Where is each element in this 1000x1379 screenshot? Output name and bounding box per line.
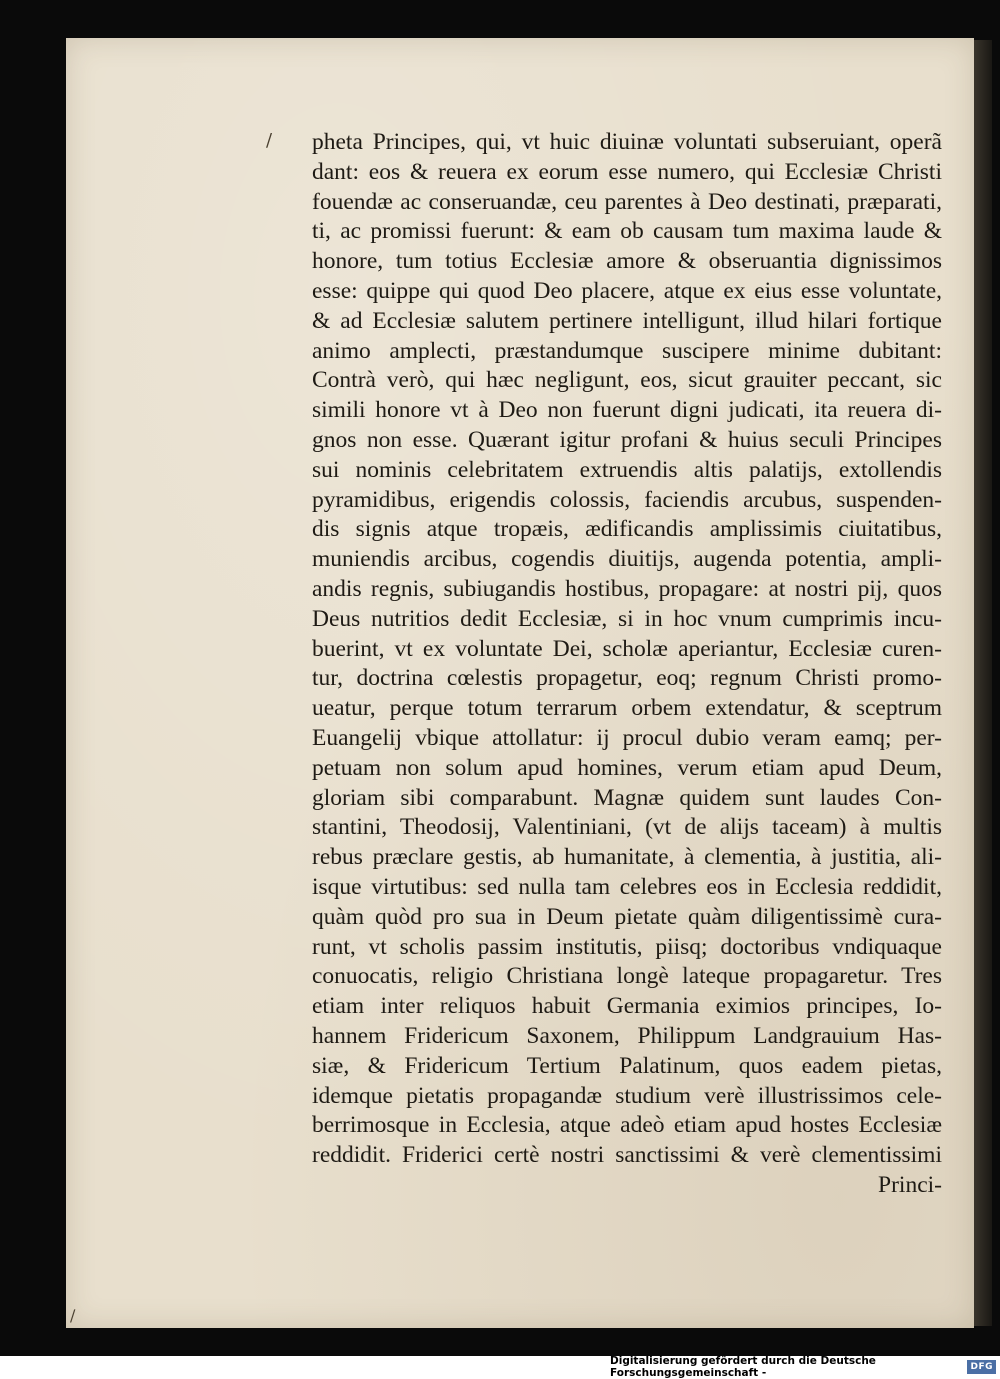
text-line: honore, tum totius Ecclesiæ amore & obseruantia dignissimos [312,248,942,275]
corner-mark: ∕ [70,1306,76,1325]
text-line: stantini, Theodosij, Valentiniani, (vt de alijs taceam) à multis [312,814,942,841]
text-line: esse: quippe qui quod Deo placere, atque ex eius esse voluntate, [312,277,942,304]
text-line: reddidit. Friderici certè nostri sanctissimi & verè clementissimi [312,1142,942,1169]
page-text [312,128,942,1201]
text-line: pyramidibus, erigendis colossis, faciendis arcubus, suspenden- [312,486,942,513]
text-line: runt, vt scholis passim institutis, piisq; doctoribus vndiquaque [312,933,942,960]
text-line: pheta Principes, qui, vt huic diuinæ voluntati subseruiant, operã [312,129,942,155]
text-line: rebus præclare gestis, ab humanitate, à clementia, à justitia, ali- [312,844,942,871]
text-line: isque virtutibus: sed nulla tam celebres eos in Ecclesia reddidit, [312,873,942,900]
text-line: ueatur, perque totum terrarum orbem extendatur, & sceptrum [312,695,942,722]
credit-text: Digitalisierung gefördert durch die Deutsche Forschungsgemeinschaft - [610,1355,876,1379]
text-line: animo amplecti, præstandumque suscipere minime dubitant: [312,337,942,364]
text-line: idemque pietatis propagandæ studium verè illustrissimos cele- [312,1082,942,1109]
text-line: gnos non esse. Quærant igitur profani & huius seculi Principes [312,426,942,453]
text-line: muniendis arcibus, cogendis diuitijs, augenda potentia, ampli- [312,546,942,573]
text-line: siæ, & Fridericum Tertium Palatinum, quos eadem pietas, [312,1052,942,1079]
text-line: petuam non solum apud homines, verum etiam apud Deum, [312,754,942,781]
text-line: Contrà verò, qui hæc negligunt, eos, sicut grauiter peccant, sic [312,367,942,394]
text-line: ti, ac promissi fuerunt: & eam ob causam tum maxima laude & [312,218,942,245]
text-line: buerint, vt ex voluntate Dei, scholæ aperiantur, Ecclesiæ curen- [312,635,942,662]
text-line: dis signis atque tropæis, ædificandis amplissimis ciuitatibus, [312,516,942,543]
text-line: Deus nutritios dedit Ecclesiæ, si in hoc vnum cumprimis incu- [312,605,942,632]
text-line: hannem Fridericum Saxonem, Philippum Landgrauium Has- [312,1022,942,1049]
text-line: conuocatis, religio Christiana longè lateque propagaretur. Tres [312,963,942,990]
page-edge [974,40,992,1326]
digitization-credit [606,1355,1000,1379]
dfg-logo-icon: DFG [967,1360,996,1374]
text-line: tur, doctrina cœlestis propagetur, eoq; regnum Christi promo- [312,665,942,692]
text-line: simili honore vt à Deo non fuerunt digni judicati, ita reuera di- [312,397,942,424]
catchword: Princi- [878,1171,942,1198]
text-line: quàm quòd pro sua in Deum pietate quàm diligentissimè cura- [312,903,942,930]
text-line: etiam inter reliquos habuit Germania eximios principes, Io- [312,993,942,1020]
text-line: gloriam sibi comparabunt. Magnæ quidem sunt laudes Con- [312,784,942,811]
text-line: sui nominis celebritatem extruendis altis palatijs, extollendis [312,456,942,483]
text-line: berrimosque in Ecclesia, atque adeò etiam apud hostes Ecclesiæ [312,1112,942,1139]
text-line: dant: eos & reuera ex eorum esse numero, qui Ecclesiæ Christi [312,158,942,185]
text-line: Euangelij vbique attollatur: ij procul dubio veram eamq; per- [312,724,942,751]
text-line: & ad Ecclesiæ salutem pertinere intelligunt, illud hilari fortique [312,307,942,334]
margin-mark: / [266,130,273,151]
text-line: fouendæ ac conseruandæ, ceu parentes à Deo destinati, præparati, [312,188,942,215]
text-line: andis regnis, subiugandis hostibus, propagare: at nostri pij, quos [312,575,942,602]
